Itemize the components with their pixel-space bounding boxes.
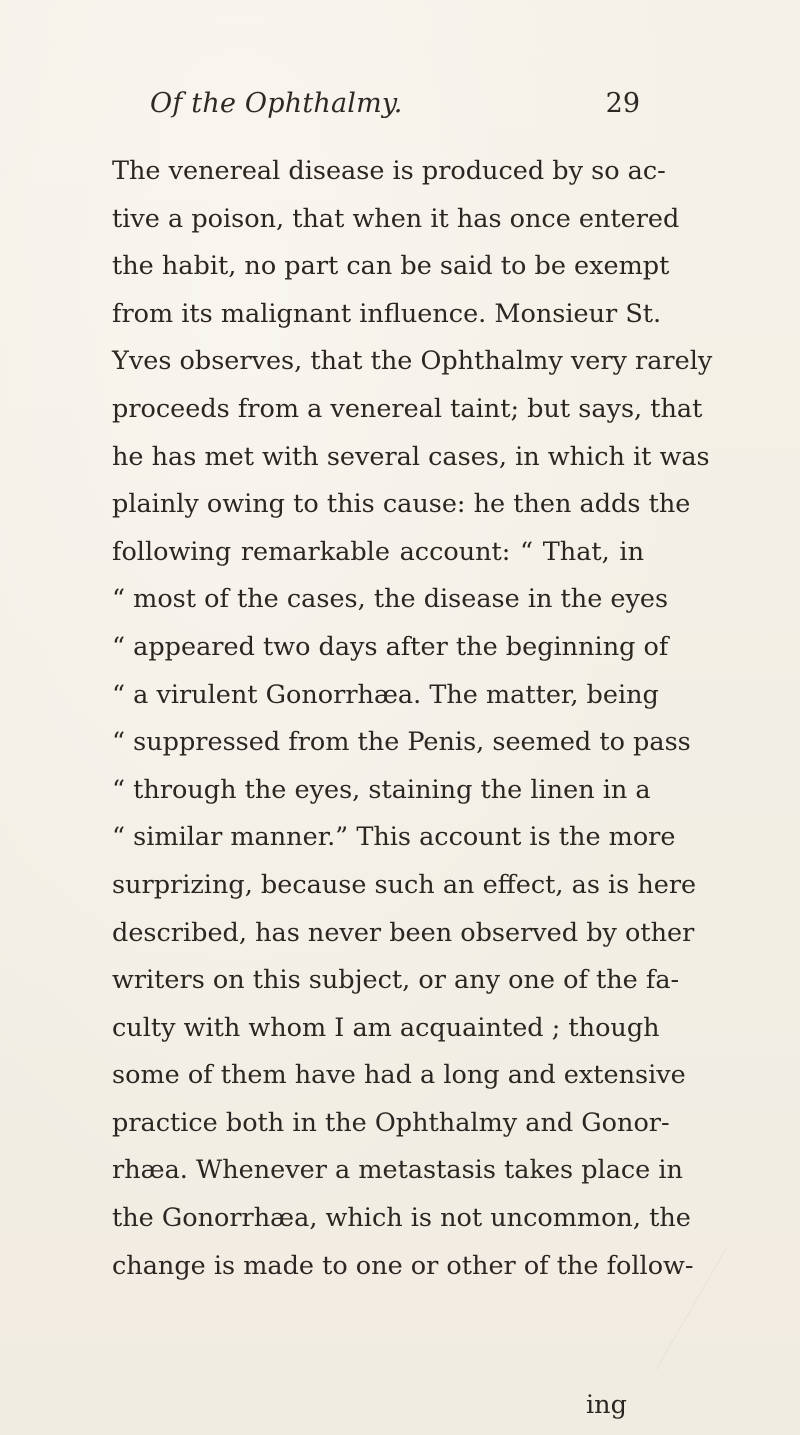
text-line: “ appeared two days after the beginning of — [112, 631, 669, 662]
text-line: described, has never been observed by other — [112, 917, 695, 948]
text-line: tive a poison, that when it has once entered — [112, 203, 680, 234]
text-line: “ most of the cases, the disease in the eyes — [112, 584, 669, 615]
running-title: Of the Ophthalmy. — [150, 88, 403, 119]
text-line: “ a virulent Gonorrhæa. The matter, being — [112, 679, 659, 710]
text-line: practice both in the Ophthalmy and Gonor- — [112, 1107, 670, 1138]
text-line: “ through the eyes, staining the linen in a — [112, 774, 651, 805]
text-line: some of them have had a long and extensive — [112, 1060, 686, 1091]
body-text — [112, 148, 713, 1290]
text-line: The venereal disease is produced by so ac- — [112, 156, 666, 186]
text-line: from its malignant influence. Monsieur St. — [112, 298, 662, 329]
text-line: culty with whom I am acquainted ; though — [112, 1012, 660, 1043]
catchword: ing — [586, 1390, 627, 1420]
text-line: the Gonorrhæa, which is not uncommon, the — [112, 1203, 691, 1234]
text-line: the habit, no part can be said to be exempt — [112, 251, 670, 282]
page-header — [150, 88, 670, 124]
text-line: Yves observes, that the Ophthalmy very rarely — [112, 346, 713, 377]
text-line: rhæa. Whenever a metastasis takes place in — [112, 1155, 683, 1186]
text-line: proceeds from a venereal taint; but says, that — [112, 393, 703, 424]
text-line: writers on this subject, or any one of the fa- — [112, 965, 680, 996]
text-line: change is made to one or other of the follow- — [112, 1250, 694, 1281]
text-line: plainly owing to this cause: he then adds the — [112, 489, 691, 520]
text-line: he has met with several cases, in which it was — [112, 441, 710, 472]
text-line: following remarkable account: “ That, in — [112, 536, 644, 567]
page-number: 29 — [605, 88, 640, 119]
text-line: surprizing, because such an effect, as is here — [112, 869, 697, 900]
text-line: “ similar manner.” This account is the more — [112, 822, 676, 853]
text-line: “ suppressed from the Penis, seemed to pass — [112, 727, 691, 758]
